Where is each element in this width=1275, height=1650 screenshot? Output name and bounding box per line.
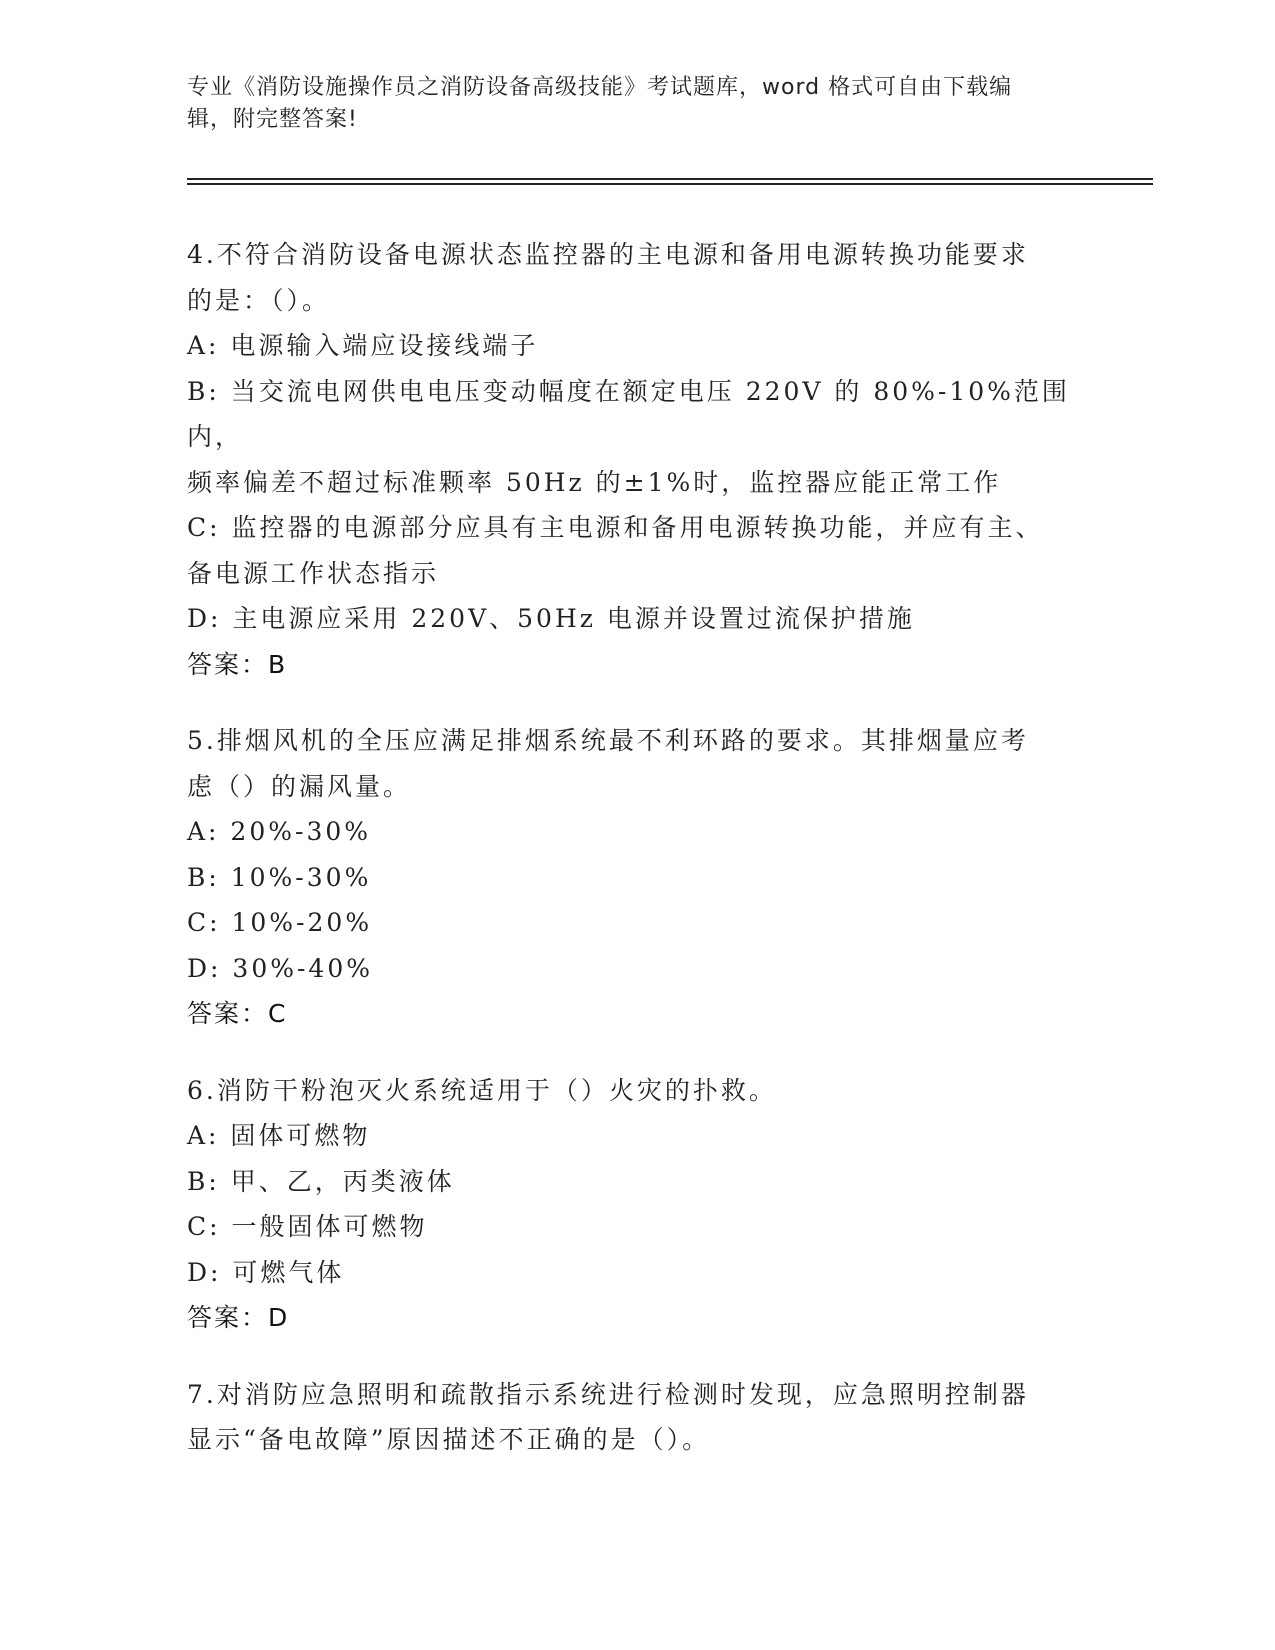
option-line: A: 固体可燃物 [187, 1121, 371, 1150]
question-item [187, 1068, 1087, 1341]
option-line: A: 电源输入端应设接线端子 [187, 331, 539, 360]
document-header [187, 72, 1087, 136]
question-stem-line: 虑（）的漏风量。 [187, 771, 412, 801]
question-stem-line: 6.消防干粉泡灭火系统适用于（）火灾的扑救。 [187, 1075, 777, 1105]
option-line: A: 20%-30% [187, 817, 372, 846]
option-line: D: 主电源应采用 220V、50Hz 电源并设置过流保护措施 [187, 604, 915, 633]
option-line: 备电源工作状态指示 [187, 558, 440, 588]
answer-label: 答案：D [187, 1303, 290, 1332]
option-line: B: 甲、乙，丙类液体 [187, 1166, 455, 1196]
header-divider-bottom [187, 183, 1153, 185]
question-stem-line: 4.不符合消防设备电源状态监控器的主电源和备用电源转换功能要求 [187, 240, 1029, 269]
option-line: B: 10%-30% [187, 862, 372, 892]
header-line-1: 专业《消防设施操作员之消防设备高级技能》考试题库，word 格式可自由下载编 [187, 75, 1013, 100]
option-line: C: 10%-20% [187, 908, 373, 937]
answer-label: 答案：C [187, 999, 288, 1028]
option-line: D: 可燃气体 [187, 1257, 345, 1287]
option-line: D: 30%-40% [187, 953, 373, 983]
option-line: 频率偏差不超过标准颗率 50Hz 的±1%时，监控器应能正常工作 [187, 467, 1002, 497]
header-line-2: 辑，附完整答案! [187, 107, 358, 132]
option-line: C: 一般固体可燃物 [187, 1212, 428, 1241]
header-divider-top [187, 178, 1153, 180]
option-line: B: 当交流电网供电电压变动幅度在额定电压 220V 的 80%-10%范围内， [187, 376, 1070, 451]
question-item [187, 232, 1087, 687]
question-stem-line: 的是：（）。 [187, 285, 331, 315]
question-item [187, 1372, 1087, 1463]
question-stem-line: 5.排烟风机的全压应满足排烟系统最不利环路的要求。其排烟量应考 [187, 726, 1029, 755]
question-item [187, 718, 1087, 1037]
option-line: C: 监控器的电源部分应具有主电源和备用电源转换功能，并应有主、 [187, 513, 1044, 542]
question-stem-line: 7.对消防应急照明和疏散指示系统进行检测时发现，应急照明控制器 [187, 1379, 1029, 1409]
question-stem-line: 显示“备电故障”原因描述不正确的是（）。 [187, 1425, 711, 1454]
question-list [187, 232, 1087, 1494]
answer-label: 答案：B [187, 649, 288, 679]
